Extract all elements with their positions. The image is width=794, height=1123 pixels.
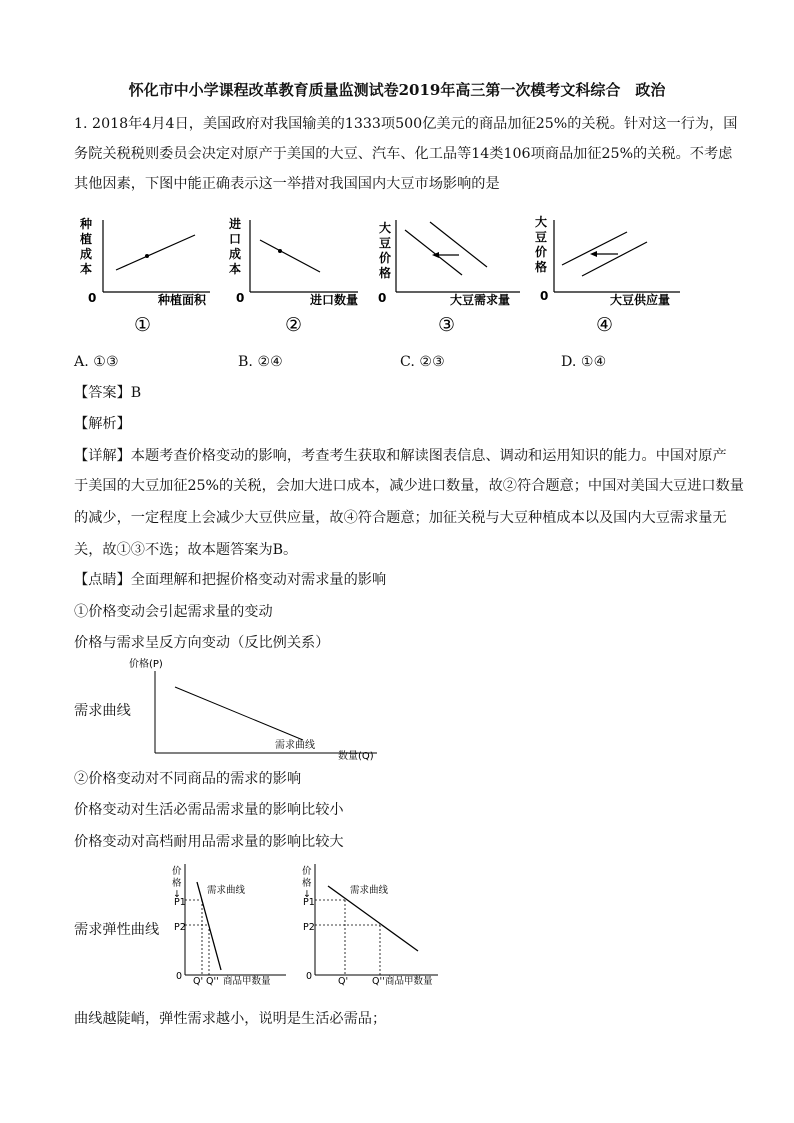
- graph-ylabel: 本: [229, 262, 242, 276]
- tips-relation: 价格与需求呈反方向变动（反比例关系）: [74, 635, 330, 651]
- graph-ylabel: 大: [535, 215, 548, 229]
- option-d: D. ①④: [561, 354, 607, 370]
- detail-line: 的减少，一定程度上会减少大豆供应量，故④符合题意；加征关税与大豆种植成本以及国内大豆需求量无: [74, 510, 727, 526]
- option-a: A. ①③: [74, 354, 119, 370]
- graph-ylabel: 口: [229, 232, 242, 246]
- chart-xlabel: 商品甲数量: [223, 976, 271, 987]
- graph-ylabel: 大: [379, 221, 392, 235]
- chart-ylabel: 价: [302, 866, 312, 877]
- q2-label: Q'': [372, 976, 385, 987]
- elastic-curve-label: 需求弹性曲线: [74, 922, 160, 938]
- graph-origin: 0: [540, 289, 549, 303]
- graph-2: [222, 210, 372, 340]
- curve-label: 需求曲线: [350, 885, 389, 896]
- demand-line-old: [430, 222, 487, 267]
- graph-xlabel: 大豆供应量: [610, 293, 671, 307]
- graph-ylabel: 种: [80, 217, 93, 231]
- graph-ylabel: 本: [80, 262, 93, 276]
- p2-label: P2: [303, 922, 315, 933]
- graph-number: ④: [596, 314, 614, 336]
- demand-curve-label: 需求曲线: [74, 703, 131, 719]
- graph-xlabel: 大豆需求量: [450, 293, 511, 307]
- graph-xlabel: 进口数量: [310, 293, 359, 307]
- answer: 【答案】B: [74, 385, 142, 401]
- option-b: B. ②④: [238, 354, 283, 370]
- chart-xlabel: 商品甲数量: [385, 976, 433, 987]
- q1-label: Q': [338, 976, 349, 987]
- supply-line-new: [582, 242, 647, 276]
- graph-ylabel: 价: [535, 245, 548, 259]
- q1-label: Q': [193, 976, 204, 987]
- question-line: 务院关税税则委员会决定对原产于美国的大豆、汽车、化工品等14类106项商品加征25%的关税。不考虑: [74, 146, 733, 162]
- option-c: C. ②③: [400, 354, 445, 370]
- svg-text:↓: ↓: [303, 889, 311, 900]
- necessity-text: 价格变动对生活必需品需求量的影响比较小: [74, 802, 344, 818]
- demand-line: [175, 687, 303, 740]
- detail-line: 于美国的大豆加征25%的关税，会加大进口成本，减少进口数量，故②符合题意；中国对美国大豆进口数量: [74, 478, 744, 494]
- graph-3: [372, 210, 532, 340]
- chart-ylabel: 价: [172, 866, 182, 877]
- supply-line: [116, 235, 195, 270]
- graph-number: ③: [438, 314, 456, 336]
- chart-xlabel: 数量(Q): [338, 751, 374, 762]
- graph-ylabel: 豆: [535, 230, 548, 244]
- graph-xlabel: 种植面积: [158, 293, 207, 307]
- durable-text: 价格变动对高档耐用品需求量的影响比较大: [74, 834, 344, 850]
- graph-origin: 0: [236, 291, 245, 305]
- chart-origin: 0: [306, 971, 313, 982]
- svg-text:↓: ↓: [173, 889, 181, 900]
- graph-ylabel: 成: [80, 247, 93, 261]
- graph-1: [72, 210, 222, 340]
- graph-number: ②: [285, 314, 303, 336]
- detail-line: 【详解】本题考查价格变动的影响，考查考生获取和解读图表信息、调动和运用知识的能力。中国对原产: [74, 448, 727, 464]
- tips-heading: 【点睛】全面理解和把握价格变动对需求量的影响: [74, 572, 387, 588]
- p1-label: P1: [174, 897, 186, 908]
- tips-point-2: ②价格变动对不同商品的需求的影响: [74, 771, 302, 787]
- graph-ylabel: 格: [535, 260, 548, 274]
- graph-ylabel: 植: [80, 232, 93, 246]
- chart-ylabel: 格: [172, 878, 182, 889]
- q2-label: Q'': [206, 976, 219, 987]
- demand-curve-chart: [125, 655, 395, 765]
- question-line: 其他因素，下图中能正确表示这一举措对我国国内大豆市场影响的是: [74, 176, 500, 192]
- demand-line-new: [405, 230, 462, 275]
- elastic-chart-steep: [163, 858, 293, 993]
- p2-label: P2: [174, 922, 186, 933]
- graph-ylabel: 格: [379, 266, 392, 280]
- graph-ylabel: 价: [379, 251, 392, 265]
- graph-ylabel: 成: [229, 247, 242, 261]
- tips-point-1: ①价格变动会引起需求量的变动: [74, 604, 273, 620]
- conclusion-text: 曲线越陡峭，弹性需求越小，说明是生活必需品；: [74, 1011, 387, 1027]
- graph-ylabel: 进: [229, 217, 242, 231]
- chart-origin: 0: [176, 971, 183, 982]
- page-title: 怀化市中小学课程改革教育质量监测试卷2019年高三第一次模考文科综合 政治: [128, 81, 666, 99]
- curve-label: 需求曲线: [275, 740, 315, 751]
- cost-line: [260, 240, 320, 272]
- graph-ylabel: 豆: [379, 236, 392, 250]
- question-line: 1. 2018年4月4日，美国政府对我国输美的1333项500亿美元的商品加征25%的关税。针对这一行为，国: [74, 116, 738, 132]
- elastic-chart-flat: [290, 858, 450, 993]
- supply-line-old: [562, 232, 627, 265]
- graph-4: [532, 210, 692, 340]
- graph-origin: 0: [88, 291, 97, 305]
- curve-label: 需求曲线: [207, 885, 246, 896]
- graph-number: ①: [134, 314, 152, 336]
- graph-origin: 0: [378, 291, 387, 305]
- chart-ylabel: 价格(P): [129, 659, 163, 670]
- analysis-heading: 【解析】: [74, 416, 131, 432]
- detail-line: 关，故①③不选；故本题答案为B。: [74, 542, 298, 558]
- chart-ylabel: 格: [302, 878, 312, 889]
- p1-label: P1: [303, 897, 315, 908]
